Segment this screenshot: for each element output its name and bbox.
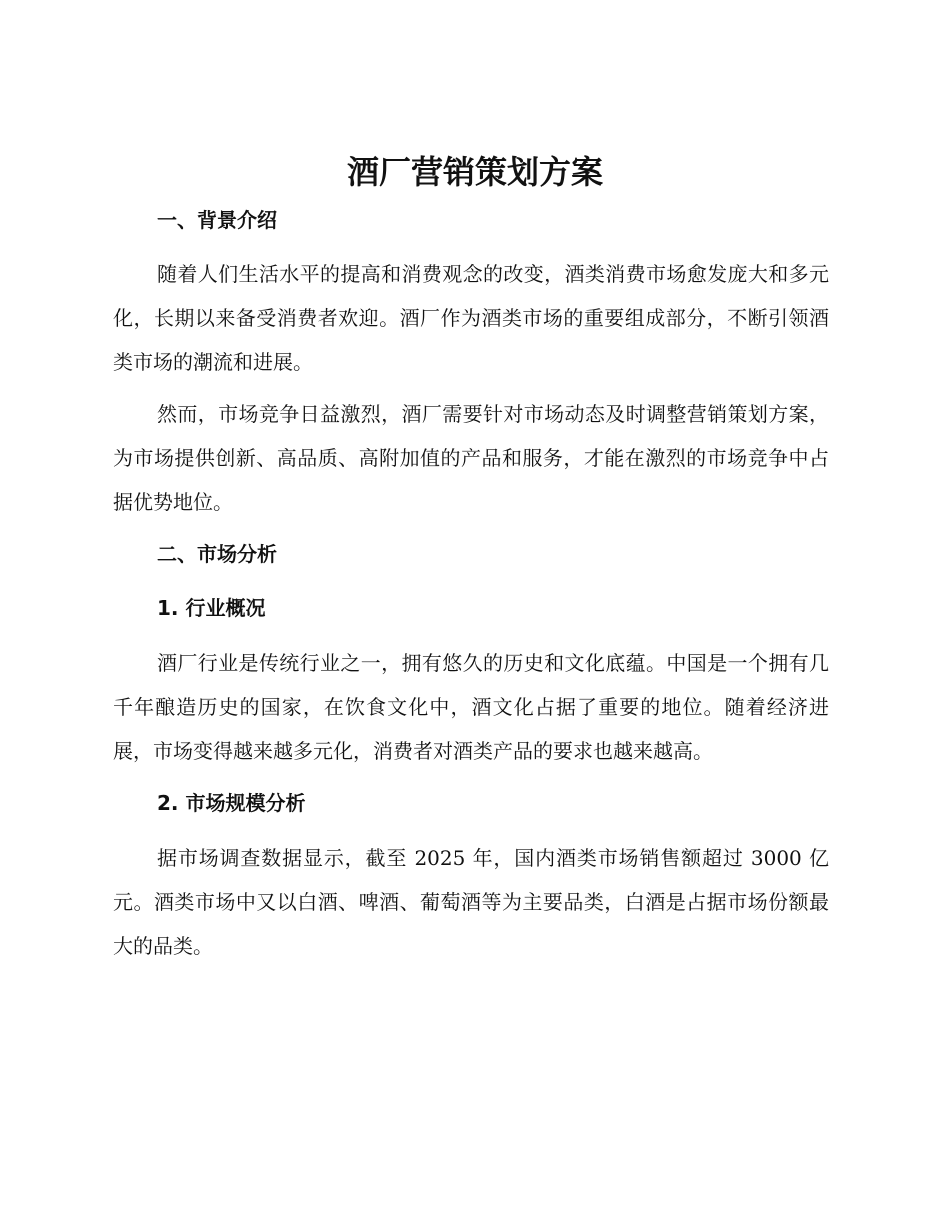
paragraph-background-1: 随着人们生活水平的提高和消费观念的改变，酒类消费市场愈发庞大和多元化，长期以来备受消费者欢迎。酒厂作为酒类市场的重要组成部分，不断引领酒类市场的潮流和进展。: [113, 262, 829, 374]
paragraph-background-2: 然而，市场竞争日益激烈，酒厂需要针对市场动态及时调整营销策划方案，为市场提供创新、高品质、高附加值的产品和服务，才能在激烈的市场竞争中占据优势地位。: [113, 402, 829, 514]
subsection-heading-industry-overview: 1. 行业概况: [157, 596, 266, 620]
section-heading-background: 一、背景介绍: [157, 208, 277, 232]
subsection-heading-market-size: 2. 市场规模分析: [157, 791, 306, 815]
paragraph-industry-overview: 酒厂行业是传统行业之一，拥有悠久的历史和文化底蕴。中国是一个拥有几千年酿造历史的国家，在饮食文化中，酒文化占据了重要的地位。随着经济进展，市场变得越来越多元化，消费者对酒类产品的要求也越来越高。: [113, 651, 829, 763]
document-title: 酒厂营销策划方案: [346, 153, 603, 191]
paragraph-market-size: 据市场调查数据显示，截至 2025 年，国内酒类市场销售额超过 3000 亿元。酒类市场中又以白酒、啤酒、葡萄酒等为主要品类，白酒是占据市场份额最大的品类。: [113, 846, 829, 958]
section-heading-market-analysis: 二、市场分析: [157, 542, 277, 566]
